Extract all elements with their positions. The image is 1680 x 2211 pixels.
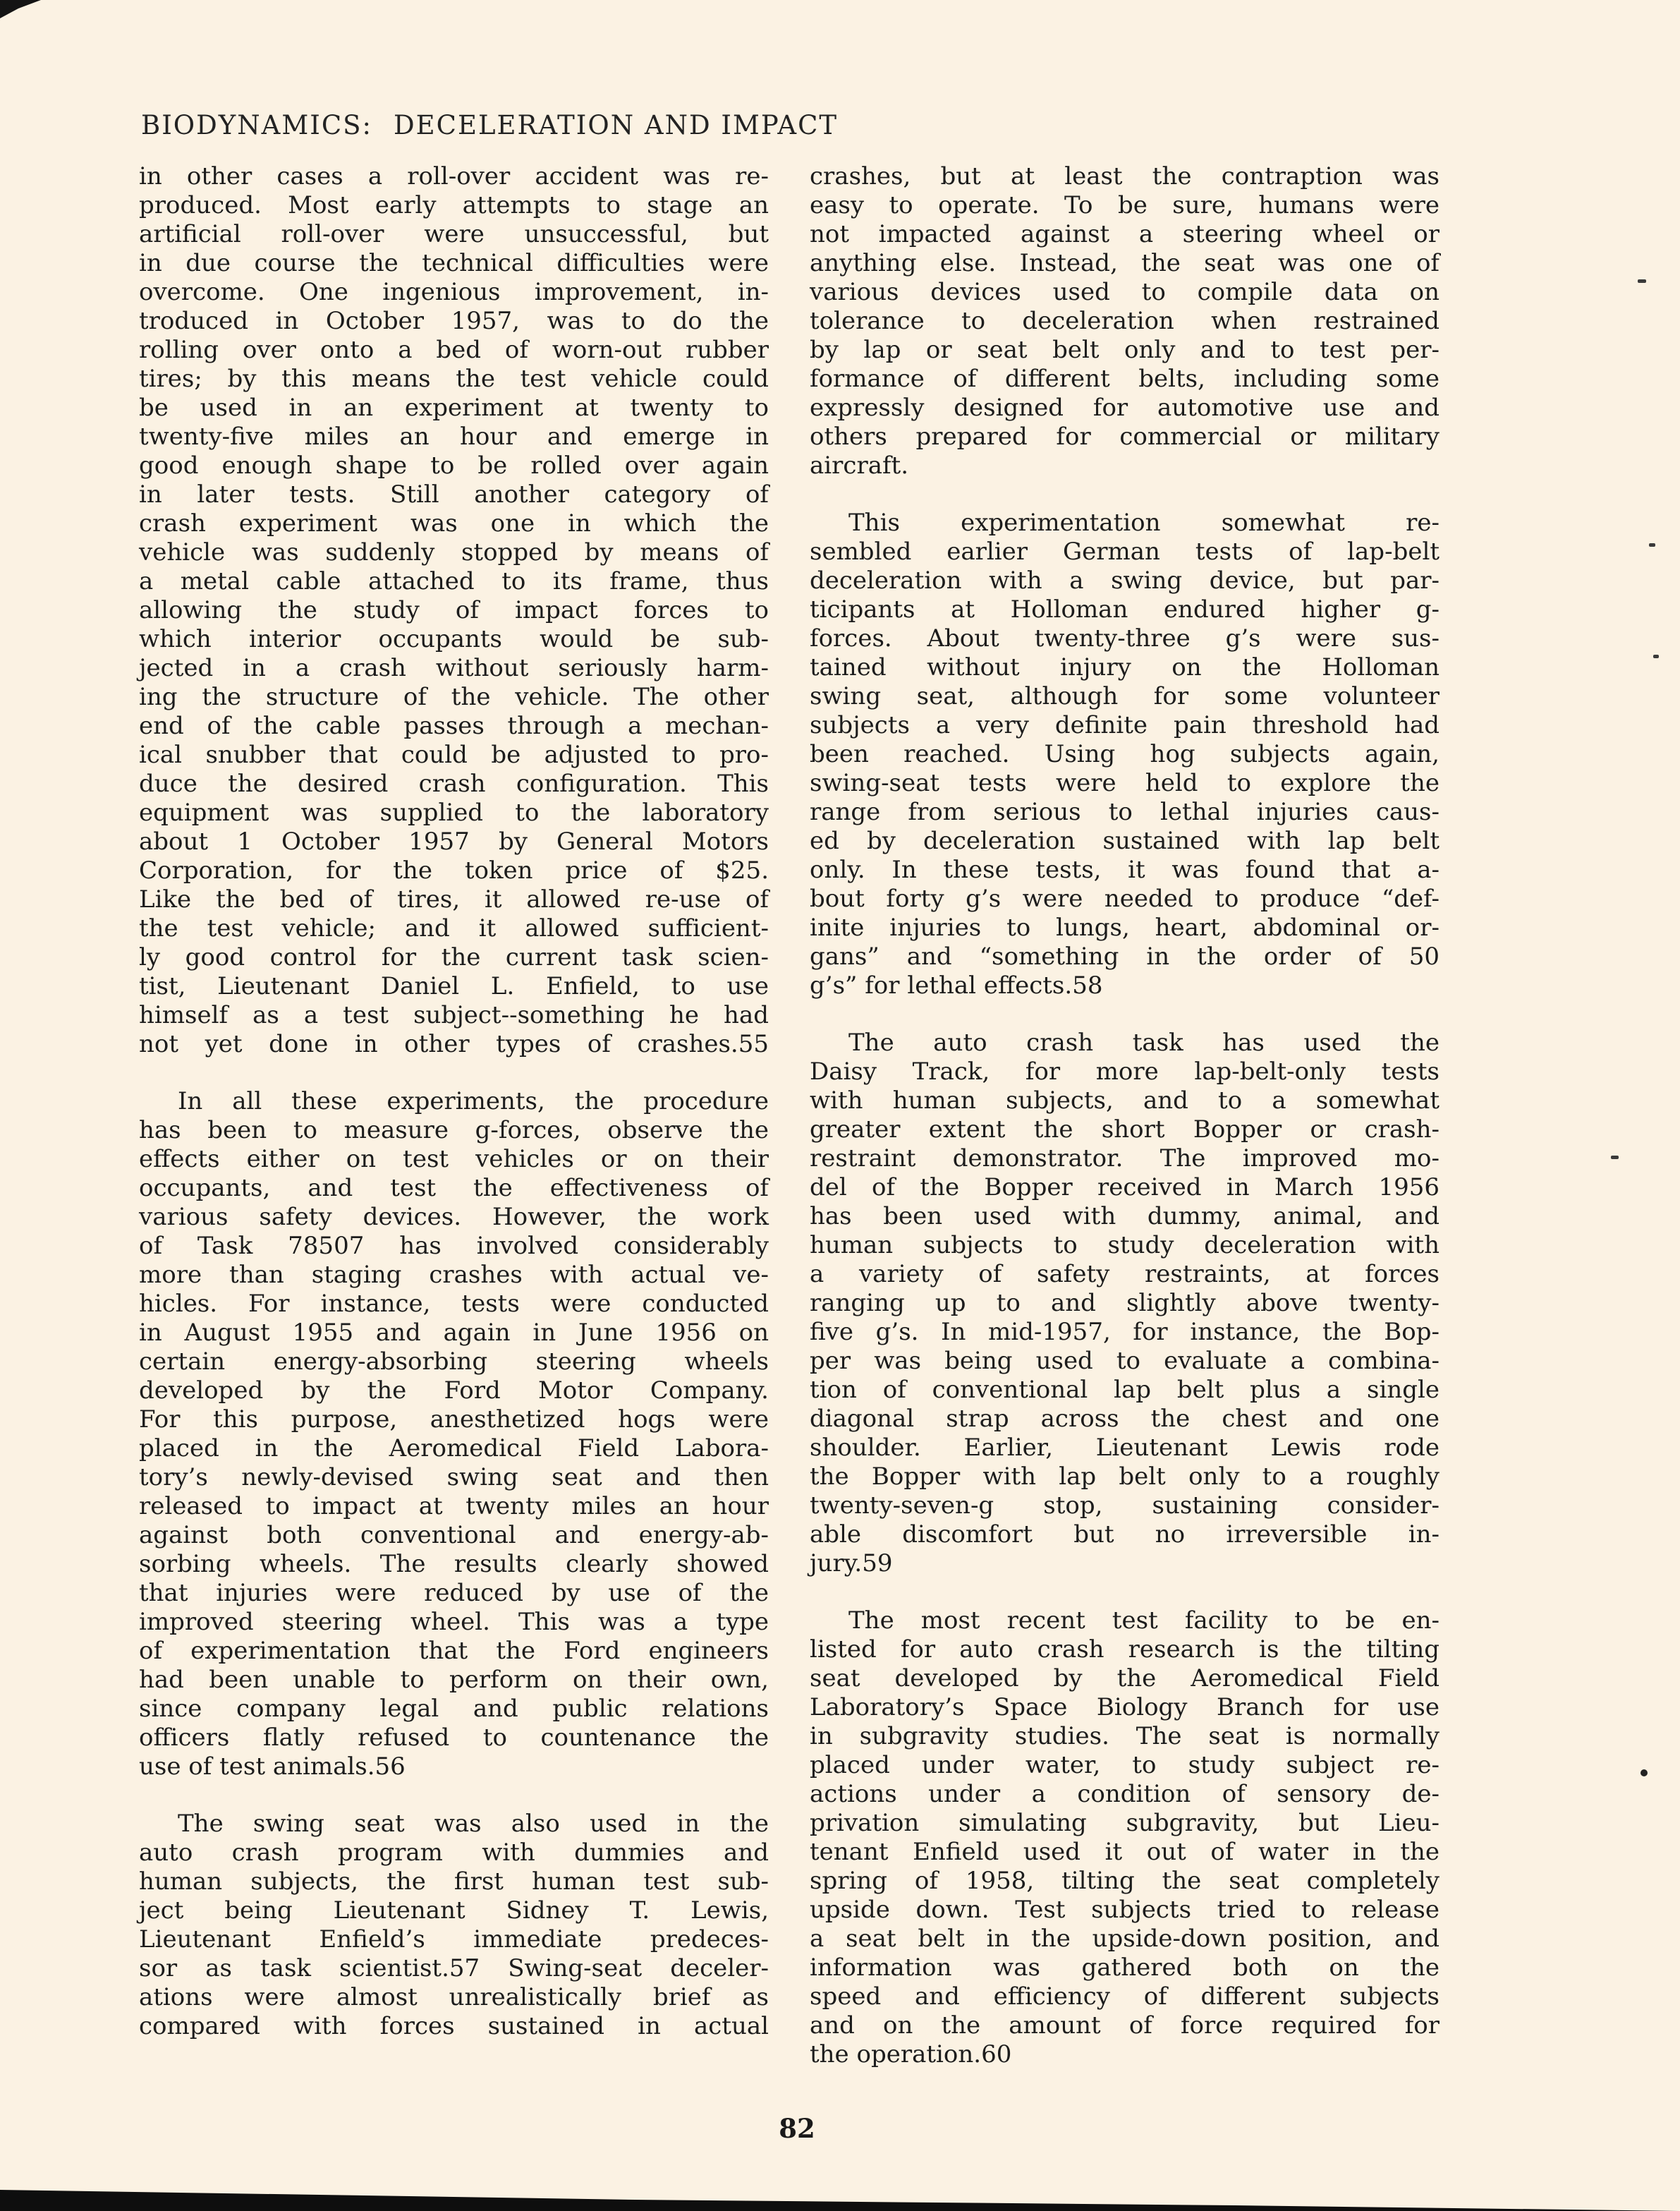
text-line: restraint demonstrator. The improved mo- — [810, 1144, 1439, 1173]
scan-speck — [1638, 279, 1646, 283]
text-line: that injuries were reduced by use of the — [139, 1579, 769, 1607]
text-line: five g’s. In mid-1957, for instance, the Bop- — [810, 1318, 1439, 1346]
text-line: against both conventional and energy-ab- — [139, 1521, 769, 1549]
text-line: vehicle was suddenly stopped by means of — [139, 538, 769, 567]
text-line: The auto crash task has used the — [848, 1029, 1439, 1057]
text-line: greater extent the short Bopper or crash- — [810, 1115, 1439, 1144]
text-line: crash experiment was one in which the — [139, 509, 769, 538]
text-line: tained without injury on the Holloman — [810, 653, 1439, 682]
text-line: hicles. For instance, tests were conducted — [139, 1290, 769, 1318]
text-line: jury.59 — [810, 1549, 893, 1577]
text-line: tires; by this means the test vehicle could — [139, 365, 769, 393]
text-line: swing seat, although for some volunteer — [810, 682, 1439, 710]
page-number: 82 — [779, 2113, 815, 2144]
text-line: The swing seat was also used in the — [178, 1810, 769, 1838]
paragraph — [810, 162, 1439, 480]
text-line: a metal cable attached to its frame, thus — [139, 567, 769, 595]
text-line: sor as task scientist.57 Swing-seat deceler- — [139, 1954, 769, 1982]
text-line: Laboratory’s Space Biology Branch for use — [810, 1693, 1439, 1721]
text-line: a variety of safety restraints, at forces — [810, 1260, 1439, 1288]
header-chapter-title: DECELERATION AND IMPACT — [393, 110, 839, 140]
text-line: ed by deceleration sustained with lap belt — [810, 827, 1439, 855]
text-line: sembled earlier German tests of lap-belt — [810, 538, 1439, 566]
text-line: expressly designed for automotive use and — [810, 394, 1439, 422]
text-line: tory’s newly-devised swing seat and then — [139, 1463, 769, 1491]
text-line: swing-seat tests were held to explore the — [810, 769, 1439, 797]
text-line: The most recent test facility to be en- — [848, 1606, 1439, 1635]
scan-speck — [1653, 655, 1659, 658]
scan-edge-artifact — [0, 2184, 1680, 2211]
text-line: per was being used to evaluate a combina- — [810, 1347, 1439, 1375]
text-line: auto crash program with dummies and — [139, 1839, 769, 1867]
text-line: the operation.60 — [810, 2040, 1012, 2068]
text-line: bout forty g’s were needed to produce “def- — [810, 885, 1439, 913]
text-line: use of test animals.56 — [139, 1752, 406, 1781]
text-line: crashes, but at least the contraption was — [810, 162, 1439, 190]
text-line: del of the Bopper received in March 1956 — [810, 1173, 1439, 1201]
text-line: ranging up to and slightly above twenty- — [810, 1289, 1439, 1317]
text-line: Daisy Track, for more lap-belt-only tests — [810, 1058, 1439, 1086]
text-line: in August 1955 and again in June 1956 on — [139, 1319, 769, 1347]
text-line: had been unable to perform on their own, — [139, 1666, 769, 1694]
text-line: with human subjects, and to a somewhat — [810, 1086, 1439, 1115]
text-line: artificial roll-over were unsuccessful, but — [139, 220, 769, 248]
text-line: upside down. Test subjects tried to release — [810, 1896, 1439, 1924]
text-line: since company legal and public relations — [139, 1695, 769, 1723]
text-line: tenant Enfield used it out of water in the — [810, 1838, 1439, 1866]
text-line: ations were almost unrealistically brief as — [139, 1983, 769, 2011]
text-line: effects either on test vehicles or on their — [139, 1145, 769, 1173]
text-line: g’s” for lethal effects.58 — [810, 971, 1103, 1000]
text-line: and on the amount of force required for — [810, 2011, 1439, 2040]
text-line: released to impact at twenty miles an hour — [139, 1492, 769, 1520]
text-line: gans” and “something in the order of 50 — [810, 943, 1439, 971]
text-line: information was gathered both on the — [810, 1953, 1439, 1982]
text-line: human subjects to study deceleration with — [810, 1231, 1439, 1259]
text-line: of Task 78507 has involved considerably — [139, 1232, 769, 1260]
scan-corner-artifact — [0, 0, 49, 18]
text-line: ical snubber that could be adjusted to pro- — [139, 741, 769, 769]
paragraph — [139, 1087, 769, 1781]
text-line: ticipants at Holloman endured higher g- — [810, 595, 1439, 624]
text-line: subjects a very definite pain threshold had — [810, 711, 1439, 739]
text-line: by lap or seat belt only and to test per- — [810, 336, 1439, 364]
text-line: privation simulating subgravity, but Lieu- — [810, 1809, 1439, 1837]
text-line: able discomfort but no irreversible in- — [810, 1520, 1439, 1549]
text-line: tist, Lieutenant Daniel L. Enfield, to use — [139, 972, 769, 1000]
text-line: improved steering wheel. This was a type — [139, 1608, 769, 1636]
text-line: of experimentation that the Ford engineers — [139, 1637, 769, 1665]
text-line: in subgravity studies. The seat is normally — [810, 1722, 1439, 1750]
text-line: in later tests. Still another category of — [139, 480, 769, 509]
text-line: the test vehicle; and it allowed sufficient- — [139, 914, 769, 943]
text-line: spring of 1958, tilting the seat completely — [810, 1867, 1439, 1895]
text-line: only. In these tests, it was found that a- — [810, 856, 1439, 884]
text-line: officers flatly refused to countenance the — [139, 1724, 769, 1752]
text-line: in other cases a roll-over accident was re- — [139, 162, 769, 190]
text-line: equipment was supplied to the laboratory — [139, 799, 769, 827]
text-line: aircraft. — [810, 452, 909, 480]
text-line: shoulder. Earlier, Lieutenant Lewis rode — [810, 1434, 1439, 1462]
text-line: in due course the technical difficulties were — [139, 249, 769, 277]
text-line: deceleration with a swing device, but par- — [810, 567, 1439, 595]
text-line: range from serious to lethal injuries caus- — [810, 798, 1439, 826]
text-line: ject being Lieutenant Sidney T. Lewis, — [139, 1896, 769, 1925]
text-line: developed by the Ford Motor Company. — [139, 1376, 769, 1405]
text-line: not yet done in other types of crashes.55 — [139, 1030, 769, 1058]
text-line: not impacted against a steering wheel or — [810, 220, 1439, 248]
text-line: Lieutenant Enfield’s immediate predeces- — [139, 1925, 769, 1953]
text-line: be used in an experiment at twenty to — [139, 394, 769, 422]
text-line: tion of conventional lap belt plus a single — [810, 1376, 1439, 1404]
text-line: a seat belt in the upside-down position, and — [810, 1925, 1439, 1953]
text-line: Like the bed of tires, it allowed re-use of — [139, 885, 769, 914]
page-header — [141, 110, 838, 140]
text-line: certain energy-absorbing steering wheels — [139, 1347, 769, 1376]
text-line: jected in a crash without seriously harm- — [139, 654, 769, 682]
text-line: human subjects, the first human test sub- — [139, 1867, 769, 1896]
text-line: troduced in October 1957, was to do the — [139, 307, 769, 335]
text-line: sorbing wheels. The results clearly showed — [139, 1550, 769, 1578]
text-line: which interior occupants would be sub- — [139, 625, 769, 653]
text-line: himself as a test subject--something he had — [139, 1001, 769, 1029]
text-line: placed under water, to study subject re- — [810, 1751, 1439, 1779]
text-line: tolerance to deceleration when restrained — [810, 307, 1439, 335]
scan-speck — [1649, 543, 1655, 547]
text-line: For this purpose, anesthetized hogs were — [139, 1405, 769, 1434]
text-line: speed and efficiency of different subjects — [810, 1982, 1439, 2011]
right-column — [810, 162, 1439, 2069]
text-line: formance of different belts, including some — [810, 365, 1439, 393]
text-line: has been to measure g-forces, observe the — [139, 1116, 769, 1144]
text-line: occupants, and test the effectiveness of — [139, 1174, 769, 1202]
paragraph — [810, 1029, 1439, 1578]
text-line: has been used with dummy, animal, and — [810, 1202, 1439, 1230]
text-line: rolling over onto a bed of worn-out rubber — [139, 336, 769, 364]
text-line: ly good control for the current task scien- — [139, 943, 769, 971]
text-line: ing the structure of the vehicle. The other — [139, 683, 769, 711]
text-line: others prepared for commercial or military — [810, 423, 1439, 451]
scan-speck — [1611, 1156, 1619, 1159]
text-line: good enough shape to be rolled over again — [139, 452, 769, 480]
text-line: the Bopper with lap belt only to a roughly — [810, 1462, 1439, 1491]
paragraph — [810, 509, 1439, 1000]
text-line: been reached. Using hog subjects again, — [810, 740, 1439, 768]
text-line: Corporation, for the token price of $25. — [139, 856, 769, 885]
paragraph — [810, 1606, 1439, 2069]
text-line: This experimentation somewhat re- — [848, 509, 1439, 537]
text-line: seat developed by the Aeromedical Field — [810, 1664, 1439, 1692]
text-line: actions under a condition of sensory de- — [810, 1780, 1439, 1808]
text-line: placed in the Aeromedical Field Labora- — [139, 1434, 769, 1462]
paragraph — [139, 1810, 769, 2041]
text-line: various devices used to compile data on — [810, 278, 1439, 306]
left-column — [139, 162, 769, 2041]
text-line: about 1 October 1957 by General Motors — [139, 828, 769, 856]
text-line: produced. Most early attempts to stage an — [139, 191, 769, 219]
text-line: twenty-five miles an hour and emerge in — [139, 423, 769, 451]
text-line: diagonal strap across the chest and one — [810, 1405, 1439, 1433]
header-running-title: BIODYNAMICS: — [141, 110, 372, 140]
text-line: allowing the study of impact forces to — [139, 596, 769, 624]
text-line: forces. About twenty-three g’s were sus- — [810, 624, 1439, 653]
text-line: listed for auto crash research is the tilting — [810, 1635, 1439, 1664]
text-line: anything else. Instead, the seat was one of — [810, 249, 1439, 277]
scan-speck — [1641, 1769, 1648, 1776]
text-line: duce the desired crash configuration. This — [139, 770, 769, 798]
text-line: In all these experiments, the procedure — [178, 1087, 769, 1115]
text-line: more than staging crashes with actual ve- — [139, 1261, 769, 1289]
text-line: various safety devices. However, the work — [139, 1203, 769, 1231]
text-line: overcome. One ingenious improvement, in- — [139, 278, 769, 306]
paragraph — [139, 162, 769, 1059]
text-line: easy to operate. To be sure, humans were — [810, 191, 1439, 219]
text-line: compared with forces sustained in actual — [139, 2012, 769, 2040]
text-line: twenty-seven-g stop, sustaining consider- — [810, 1491, 1439, 1520]
text-line: end of the cable passes through a mechan- — [139, 712, 769, 740]
text-line: inite injuries to lungs, heart, abdominal or- — [810, 914, 1439, 942]
